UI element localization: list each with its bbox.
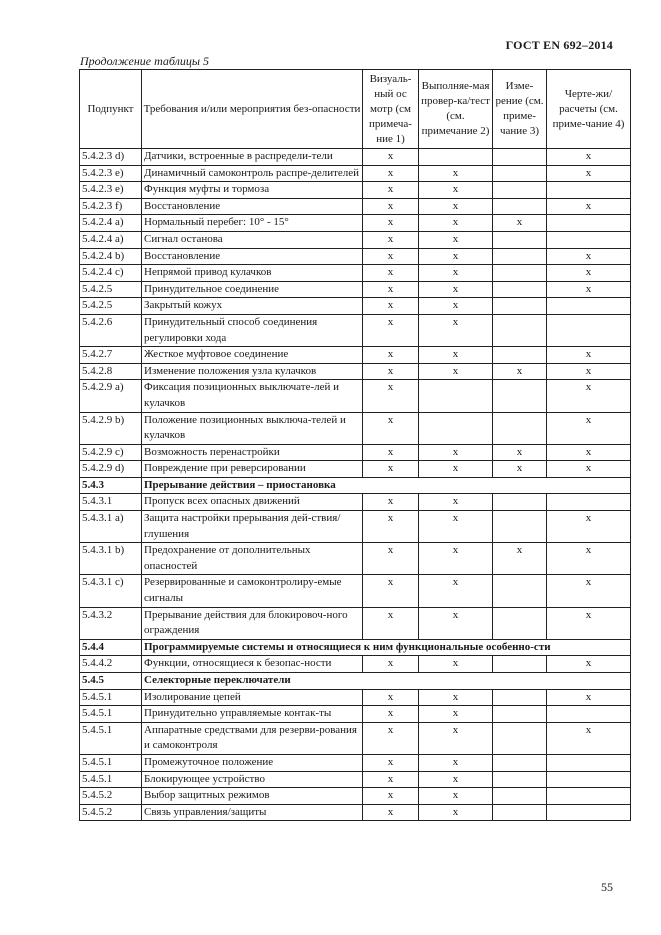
section-number: 5.4.4 xyxy=(80,639,142,656)
table-row xyxy=(80,543,631,575)
drawings-cell: x xyxy=(547,380,631,412)
measure-cell xyxy=(493,380,547,412)
col-header-requirements: Требования и/или мероприятия без-опасности xyxy=(142,70,363,149)
check-cell: x xyxy=(419,182,493,199)
measure-cell xyxy=(493,265,547,282)
requirements-table xyxy=(79,69,631,821)
subclause-cell: 5.4.2.3 e) xyxy=(80,165,142,182)
requirement-cell: Резервированные и самоконтролиру-емые сигналы xyxy=(142,575,363,607)
visual-cell: x xyxy=(363,575,419,607)
requirement-cell: Восстановление xyxy=(142,248,363,265)
table-body xyxy=(80,149,631,821)
subclause-cell: 5.4.2.9 b) xyxy=(80,412,142,444)
check-cell: x xyxy=(419,461,493,478)
section-title: Селекторные переключатели xyxy=(142,673,631,690)
visual-cell: x xyxy=(363,754,419,771)
visual-cell: x xyxy=(363,804,419,821)
table-row xyxy=(80,689,631,706)
check-cell: x xyxy=(419,494,493,511)
visual-cell: x xyxy=(363,149,419,166)
subclause-cell: 5.4.2.3 d) xyxy=(80,149,142,166)
drawings-cell xyxy=(547,494,631,511)
measure-cell: x xyxy=(493,461,547,478)
visual-cell: x xyxy=(363,363,419,380)
table-row xyxy=(80,281,631,298)
requirement-cell: Принудительный способ соединения регулировки хода xyxy=(142,314,363,346)
visual-cell: x xyxy=(363,689,419,706)
check-cell: x xyxy=(419,231,493,248)
visual-cell: x xyxy=(363,461,419,478)
check-cell: x xyxy=(419,607,493,639)
subclause-cell: 5.4.2.5 xyxy=(80,281,142,298)
visual-cell: x xyxy=(363,248,419,265)
section-number: 5.4.3 xyxy=(80,477,142,494)
requirement-cell: Защита настройки прерывания дей-ствия/глушения xyxy=(142,511,363,543)
drawings-cell: x xyxy=(547,149,631,166)
check-cell xyxy=(419,380,493,412)
subclause-cell: 5.4.3.1 c) xyxy=(80,575,142,607)
visual-cell: x xyxy=(363,165,419,182)
visual-cell: x xyxy=(363,511,419,543)
requirement-cell: Датчики, встроенные в распредели-тели xyxy=(142,149,363,166)
subclause-cell: 5.4.2.5 xyxy=(80,298,142,315)
drawings-cell xyxy=(547,804,631,821)
check-cell: x xyxy=(419,198,493,215)
drawings-cell: x xyxy=(547,722,631,754)
table-row xyxy=(80,298,631,315)
measure-cell xyxy=(493,298,547,315)
visual-cell: x xyxy=(363,607,419,639)
drawings-cell: x xyxy=(547,444,631,461)
requirement-cell: Связь управления/защиты xyxy=(142,804,363,821)
check-cell: x xyxy=(419,314,493,346)
subclause-cell: 5.4.2.8 xyxy=(80,363,142,380)
drawings-cell: x xyxy=(547,281,631,298)
subclause-cell: 5.4.3.1 b) xyxy=(80,543,142,575)
page-number: 55 xyxy=(601,880,613,894)
check-cell: x xyxy=(419,771,493,788)
requirement-cell: Аппаратные средствами для резерви-рования и самоконтроля xyxy=(142,722,363,754)
measure-cell: x xyxy=(493,444,547,461)
table-row xyxy=(80,215,631,232)
measure-cell xyxy=(493,788,547,805)
measure-cell xyxy=(493,706,547,723)
visual-cell: x xyxy=(363,231,419,248)
requirement-cell: Сигнал останова xyxy=(142,231,363,248)
requirement-cell: Возможность перенастройки xyxy=(142,444,363,461)
check-cell: x xyxy=(419,444,493,461)
requirement-cell: Блокирующее устройство xyxy=(142,771,363,788)
drawings-cell xyxy=(547,314,631,346)
visual-cell: x xyxy=(363,771,419,788)
col-header-visual-inspection: Визуаль-ный ос мотр (см примеча-ние 1) xyxy=(363,70,419,149)
visual-cell: x xyxy=(363,215,419,232)
drawings-cell xyxy=(547,298,631,315)
measure-cell xyxy=(493,165,547,182)
requirement-cell: Принудительно управляемые контак-ты xyxy=(142,706,363,723)
measure-cell xyxy=(493,231,547,248)
subclause-cell: 5.4.3.1 a) xyxy=(80,511,142,543)
check-cell: x xyxy=(419,265,493,282)
measure-cell xyxy=(493,494,547,511)
visual-cell: x xyxy=(363,706,419,723)
requirement-cell: Принудительное соединение xyxy=(142,281,363,298)
subclause-cell: 5.4.5.2 xyxy=(80,788,142,805)
section-title: Программируемые системы и относящиеся к ним функциональные особенно-сти xyxy=(142,639,631,656)
drawings-cell: x xyxy=(547,198,631,215)
measure-cell xyxy=(493,182,547,199)
drawings-cell: x xyxy=(547,165,631,182)
drawings-cell: x xyxy=(547,412,631,444)
subclause-cell: 5.4.2.4 b) xyxy=(80,248,142,265)
requirement-cell: Промежуточное положение xyxy=(142,754,363,771)
measure-cell xyxy=(493,347,547,364)
table-row xyxy=(80,347,631,364)
subclause-cell: 5.4.5.1 xyxy=(80,706,142,723)
requirement-cell: Прерывание действия для блокировоч-ного ограждения xyxy=(142,607,363,639)
requirement-cell: Изменение положения узла кулачков xyxy=(142,363,363,380)
visual-cell: x xyxy=(363,182,419,199)
check-cell: x xyxy=(419,347,493,364)
drawings-cell: x xyxy=(547,363,631,380)
drawings-cell xyxy=(547,706,631,723)
drawings-cell xyxy=(547,788,631,805)
table-row xyxy=(80,314,631,346)
measure-cell xyxy=(493,511,547,543)
subclause-cell: 5.4.5.1 xyxy=(80,722,142,754)
table-row xyxy=(80,461,631,478)
measure-cell xyxy=(493,656,547,673)
table-row xyxy=(80,165,631,182)
table-section-row xyxy=(80,673,631,690)
check-cell: x xyxy=(419,363,493,380)
requirement-cell: Динамичный самоконтроль распре-делителей xyxy=(142,165,363,182)
check-cell: x xyxy=(419,165,493,182)
requirement-cell: Выбор защитных режимов xyxy=(142,788,363,805)
table-continuation-caption: Продолжение таблицы 5 xyxy=(80,54,210,68)
requirement-cell: Пропуск всех опасных движений xyxy=(142,494,363,511)
table-row xyxy=(80,511,631,543)
subclause-cell: 5.4.5.1 xyxy=(80,754,142,771)
check-cell: x xyxy=(419,511,493,543)
measure-cell xyxy=(493,412,547,444)
table-row xyxy=(80,656,631,673)
measure-cell xyxy=(493,722,547,754)
requirement-cell: Фиксация позиционных выключате-лей и кулачков xyxy=(142,380,363,412)
measure-cell xyxy=(493,248,547,265)
subclause-cell: 5.4.2.7 xyxy=(80,347,142,364)
table-row xyxy=(80,248,631,265)
measure-cell xyxy=(493,771,547,788)
subclause-cell: 5.4.2.3 f) xyxy=(80,198,142,215)
drawings-cell xyxy=(547,215,631,232)
section-number: 5.4.5 xyxy=(80,673,142,690)
subclause-cell: 5.4.2.9 a) xyxy=(80,380,142,412)
drawings-cell: x xyxy=(547,347,631,364)
visual-cell: x xyxy=(363,788,419,805)
check-cell: x xyxy=(419,656,493,673)
check-cell: x xyxy=(419,804,493,821)
table-row xyxy=(80,412,631,444)
drawings-cell: x xyxy=(547,575,631,607)
measure-cell xyxy=(493,804,547,821)
table-row xyxy=(80,182,631,199)
subclause-cell: 5.4.2.9 d) xyxy=(80,461,142,478)
requirement-cell: Непрямой привод кулачков xyxy=(142,265,363,282)
measure-cell xyxy=(493,149,547,166)
table-row xyxy=(80,444,631,461)
drawings-cell: x xyxy=(547,461,631,478)
table-row xyxy=(80,754,631,771)
col-header-check-test: Выполняе-мая провер-ка/тест (см. примечание 2) xyxy=(419,70,493,149)
subclause-cell: 5.4.2.3 e) xyxy=(80,182,142,199)
col-header-drawings: Черте-жи/расчеты (см. приме-чание 4) xyxy=(547,70,631,149)
measure-cell: x xyxy=(493,543,547,575)
requirement-cell: Нормальный перебег: 10° - 15° xyxy=(142,215,363,232)
subclause-cell: 5.4.2.6 xyxy=(80,314,142,346)
requirement-cell: Закрытый кожух xyxy=(142,298,363,315)
table-row xyxy=(80,363,631,380)
measure-cell xyxy=(493,607,547,639)
table-row xyxy=(80,380,631,412)
table-row xyxy=(80,575,631,607)
check-cell: x xyxy=(419,689,493,706)
col-header-measurement: Изме-рение (см. приме-чание 3) xyxy=(493,70,547,149)
measure-cell xyxy=(493,281,547,298)
table-section-row xyxy=(80,477,631,494)
check-cell: x xyxy=(419,543,493,575)
check-cell: x xyxy=(419,754,493,771)
requirement-cell: Изолирование цепей xyxy=(142,689,363,706)
check-cell xyxy=(419,149,493,166)
visual-cell: x xyxy=(363,412,419,444)
table-row xyxy=(80,198,631,215)
check-cell: x xyxy=(419,281,493,298)
visual-cell: x xyxy=(363,265,419,282)
drawings-cell: x xyxy=(547,656,631,673)
drawings-cell: x xyxy=(547,511,631,543)
subclause-cell: 5.4.4.2 xyxy=(80,656,142,673)
drawings-cell: x xyxy=(547,248,631,265)
drawings-cell: x xyxy=(547,265,631,282)
visual-cell: x xyxy=(363,347,419,364)
drawings-cell: x xyxy=(547,543,631,575)
table-section-row xyxy=(80,639,631,656)
table-row xyxy=(80,804,631,821)
measure-cell xyxy=(493,754,547,771)
check-cell: x xyxy=(419,215,493,232)
visual-cell: x xyxy=(363,494,419,511)
requirement-cell: Жесткое муфтовое соединение xyxy=(142,347,363,364)
table-row xyxy=(80,265,631,282)
check-cell: x xyxy=(419,706,493,723)
table-row xyxy=(80,494,631,511)
requirement-cell: Восстановление xyxy=(142,198,363,215)
table-header-row xyxy=(80,70,631,149)
check-cell: x xyxy=(419,788,493,805)
subclause-cell: 5.4.5.1 xyxy=(80,689,142,706)
subclause-cell: 5.4.3.2 xyxy=(80,607,142,639)
requirement-cell: Предохранение от дополнительных опасностей xyxy=(142,543,363,575)
check-cell: x xyxy=(419,248,493,265)
requirement-cell: Функция муфты и тормоза xyxy=(142,182,363,199)
measure-cell: x xyxy=(493,215,547,232)
requirement-cell: Функции, относящиеся к безопас-ности xyxy=(142,656,363,673)
col-header-subclause: Подпункт xyxy=(80,70,142,149)
table-row xyxy=(80,149,631,166)
subclause-cell: 5.4.5.1 xyxy=(80,771,142,788)
check-cell: x xyxy=(419,298,493,315)
drawings-cell xyxy=(547,182,631,199)
table-row xyxy=(80,722,631,754)
section-title: Прерывание действия – приостановка xyxy=(142,477,631,494)
drawings-cell xyxy=(547,754,631,771)
subclause-cell: 5.4.2.4 c) xyxy=(80,265,142,282)
visual-cell: x xyxy=(363,281,419,298)
measure-cell xyxy=(493,575,547,607)
measure-cell xyxy=(493,198,547,215)
subclause-cell: 5.4.3.1 xyxy=(80,494,142,511)
subclause-cell: 5.4.2.4 a) xyxy=(80,215,142,232)
table-row xyxy=(80,231,631,248)
subclause-cell: 5.4.2.9 c) xyxy=(80,444,142,461)
drawings-cell: x xyxy=(547,607,631,639)
check-cell: x xyxy=(419,575,493,607)
visual-cell: x xyxy=(363,298,419,315)
check-cell: x xyxy=(419,722,493,754)
table-row xyxy=(80,771,631,788)
measure-cell: x xyxy=(493,363,547,380)
table-row xyxy=(80,788,631,805)
subclause-cell: 5.4.2.4 a) xyxy=(80,231,142,248)
visual-cell: x xyxy=(363,198,419,215)
requirement-cell: Повреждение при реверсировании xyxy=(142,461,363,478)
table-row xyxy=(80,607,631,639)
visual-cell: x xyxy=(363,543,419,575)
visual-cell: x xyxy=(363,656,419,673)
requirement-cell: Положение позиционных выключа-телей и кулачков xyxy=(142,412,363,444)
drawings-cell xyxy=(547,771,631,788)
visual-cell: x xyxy=(363,722,419,754)
subclause-cell: 5.4.5.2 xyxy=(80,804,142,821)
document-code: ГОСТ EN 692–2014 xyxy=(505,38,613,52)
measure-cell xyxy=(493,314,547,346)
drawings-cell xyxy=(547,231,631,248)
measure-cell xyxy=(493,689,547,706)
table-row xyxy=(80,706,631,723)
drawings-cell: x xyxy=(547,689,631,706)
visual-cell: x xyxy=(363,380,419,412)
visual-cell: x xyxy=(363,314,419,346)
check-cell xyxy=(419,412,493,444)
visual-cell: x xyxy=(363,444,419,461)
